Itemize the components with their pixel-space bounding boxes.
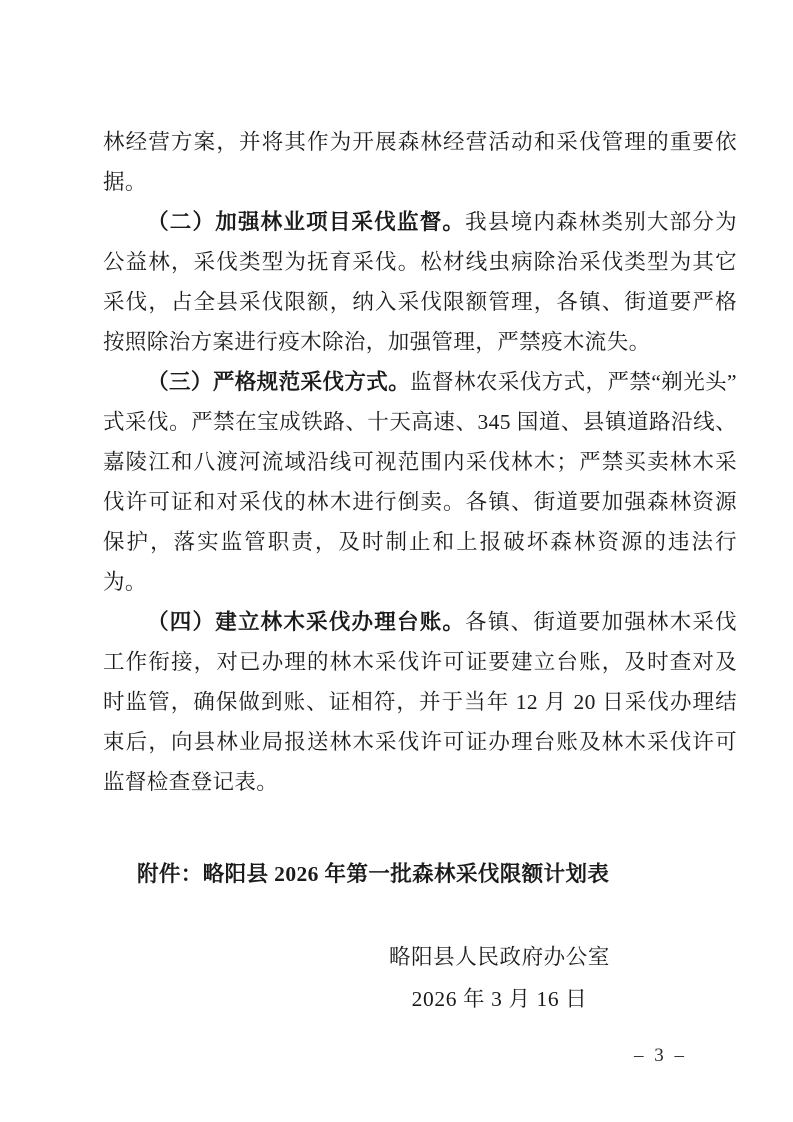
section-4-heading: （四）建立林木采伐办理台账。 bbox=[147, 610, 466, 634]
issuing-office: 略阳县人民政府办公室 bbox=[388, 945, 610, 969]
signature-block bbox=[389, 937, 610, 1019]
attachment-line: 附件：略阳县 2026 年第一批森林采伐限额计划表 bbox=[137, 862, 610, 886]
section-2-heading: （二）加强林业项目采伐监督。 bbox=[147, 210, 466, 234]
paragraph-section-3 bbox=[103, 362, 737, 602]
page-number: – 3 – bbox=[634, 1045, 687, 1066]
issue-date: 2026 年 3 月 16 日 bbox=[411, 987, 588, 1011]
paragraph-continuation-text: 林经营方案，并将其作为开展森林经营活动和采伐管理的重要依据。 bbox=[103, 130, 737, 194]
section-2-text: 我县境内森林类别大部分为公益林，采伐类型为抚育采伐。松材线虫病除治采伐类型为其它采伐，占全县采伐限额，纳入采伐限额管理，各镇、街道要严格按照除治方案进行疫木除治，加强管理，严禁疫木流失。 bbox=[103, 210, 737, 354]
paragraph-section-2 bbox=[103, 202, 737, 362]
paragraph-section-4 bbox=[103, 602, 737, 802]
section-4-text: 各镇、街道要加强林木采伐工作衔接，对已办理的林木采伐许可证要建立台账，及时查对及时监管，确保做到账、证相符，并于当年 12 月 20 日采伐办理结束后，向县林业局报送林木采伐许可证办理台账及林木采伐许可监督检查登记表。 bbox=[103, 610, 737, 794]
section-3-heading: （三）严格规范采伐方式。 bbox=[147, 370, 411, 394]
section-3-text: 监督林农采伐方式，严禁“剃光头”式采伐。严禁在宝成铁路、十天高速、345 国道、县镇道路沿线、嘉陵江和八渡河流域沿线可视范围内采伐林木；严禁买卖林木采伐许可证和对采伐的林木进行倒卖。各镇、街道要加强森林资源保护，落实监管职责，及时制止和上报破坏森林资源的违法行为。 bbox=[103, 370, 737, 594]
document-body bbox=[103, 122, 737, 894]
paragraph-continuation bbox=[103, 122, 737, 202]
